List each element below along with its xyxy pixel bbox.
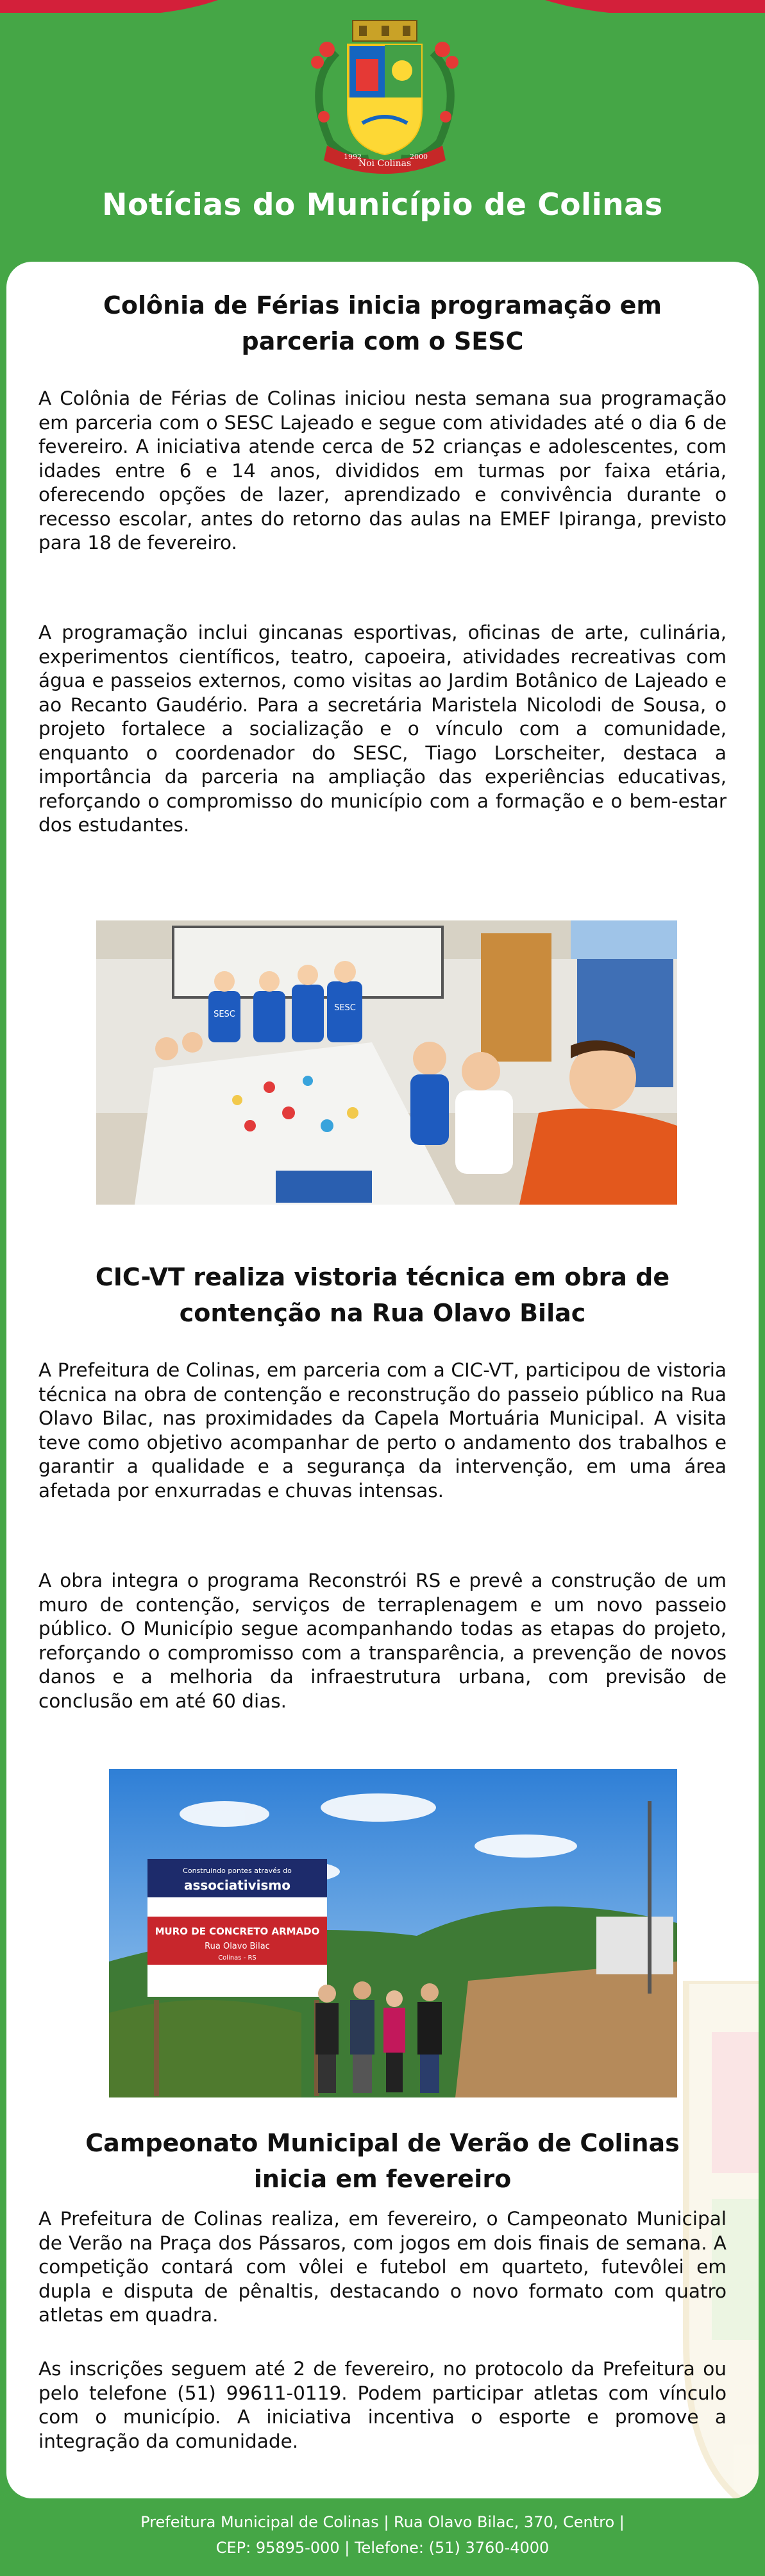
article-paragraph: A Prefeitura de Colinas realiza, em fevereiro, o Campeonato Municipal de Verão na Praça dos Pássaros, com jogos em dois finais de semana. A competição contará com vôlei e futebol em quarteto, futevôlei em dupla e disputa de pênaltis, destacando o novo formato com quatro atletas em quadra. (38, 2208, 727, 2326)
footer-contact (0, 2509, 765, 2561)
article-paragraph: A obra integra o programa Reconstrói RS e prevê a construção de um muro de contenção, serviços de terraplenagem e um novo passeio público. O Município segue acompanhando todas as etapas do projeto, reforçando o compromisso com a transparência, a prevenção de novos danos e a melhoria da infraestrutura urbana, com previsão de conclusão em até 60 dias. (38, 1570, 727, 1712)
article-title-campeonato (45, 2125, 720, 2197)
article-paragraph: As inscrições seguem até 2 de fevereiro, no protocolo da Prefeitura ou pelo telefone (51) 99611-0119. Podem participar atletas com vínculo com o município. A iniciativa incentiva o esporte e promove a integração da comunidade. (38, 2358, 727, 2452)
municipal-crest-logo (292, 14, 478, 174)
news-card (6, 262, 759, 2498)
svg-text:1992: 1992 (344, 153, 362, 161)
svg-text:Construindo pontes através do: Construindo pontes através do (183, 1867, 292, 1875)
article-title-colonia (45, 287, 720, 359)
article-title-line: inicia em fevereiro (253, 2165, 512, 2193)
article-title-cic-vt (45, 1259, 720, 1331)
svg-text:2000: 2000 (410, 153, 428, 161)
article-title-line: parceria com o SESC (241, 327, 524, 355)
svg-text:SESC: SESC (214, 1010, 235, 1019)
article-title-line: contenção na Rua Olavo Bilac (179, 1299, 586, 1327)
page-title: Notícias do Município de Colinas (102, 187, 663, 223)
top-decoration (0, 0, 765, 13)
article-paragraph: A programação inclui gincanas esportivas, oficinas de arte, culinária, experimentos científicos, teatro, capoeira, atividades recreativas com água e passeios externos, como visitas ao Jardim Botânico de Lajeado e ao Recanto Gaudério. Para a secretária Maristela Nicolodi de Sousa, o projeto fortalece a socialização e o vínculo com a comunidade, enquanto o coordenador do SESC, Tiago Lorscheiter, destaca a importância da parceria na ampliação das experiências educativas, reforçando o compromisso do município com a formação e o bem-estar dos estudantes. (38, 622, 727, 836)
svg-text:Rua Olavo Bilac: Rua Olavo Bilac (205, 1942, 270, 1951)
svg-text:Colinas - RS: Colinas - RS (218, 1954, 256, 1962)
article-title-line: CIC-VT realiza vistoria técnica em obra de (95, 1263, 670, 1291)
svg-text:associativismo: associativismo (183, 1877, 291, 1893)
photo-colonia-de-ferias (96, 920, 677, 1205)
svg-text:SESC: SESC (334, 1003, 356, 1013)
footer-phone: CEP: 95895-000 | Telefone: (51) 3760-4000 (215, 2539, 550, 2557)
article-paragraph: A Prefeitura de Colinas, em parceria com a CIC-VT, participou de vistoria técnica na obra de contenção e reconstrução do passeio público na Rua Olavo Bilac, nas proximidades da Capela Mortuária Municipal. A visita teve como objetivo acompanhar de perto o andamento dos trabalhos e garantir a qualidade e a segurança da intervenção, em uma área afetada por enxurradas e chuvas intensas. (38, 1359, 727, 1502)
svg-text:MURO DE CONCRETO ARMADO: MURO DE CONCRETO ARMADO (155, 1926, 320, 1937)
article-paragraph: A Colônia de Férias de Colinas iniciou nesta semana sua programação em parceria com o SESC Lajeado e segue com atividades até o dia 6 de fevereiro. A iniciativa atende cerca de 52 crianças e adolescentes, com idades entre 6 e 14 anos, divididos em turmas por faixa etária, oferecendo opções de lazer, aprendizado e convivência durante o recesso escolar, antes do retorno das aulas na EMEF Ipiranga, previsto para 18 de fevereiro. (38, 387, 727, 554)
svg-text:Noi Colinas: Noi Colinas (358, 158, 412, 169)
photo-obra-contencao (109, 1769, 677, 2097)
article-title-line: Campeonato Municipal de Verão de Colinas (85, 2129, 680, 2157)
footer-address: Prefeitura Municipal de Colinas | Rua Olavo Bilac, 370, Centro | (140, 2513, 625, 2531)
article-title-line: Colônia de Férias inicia programação em (103, 291, 662, 319)
